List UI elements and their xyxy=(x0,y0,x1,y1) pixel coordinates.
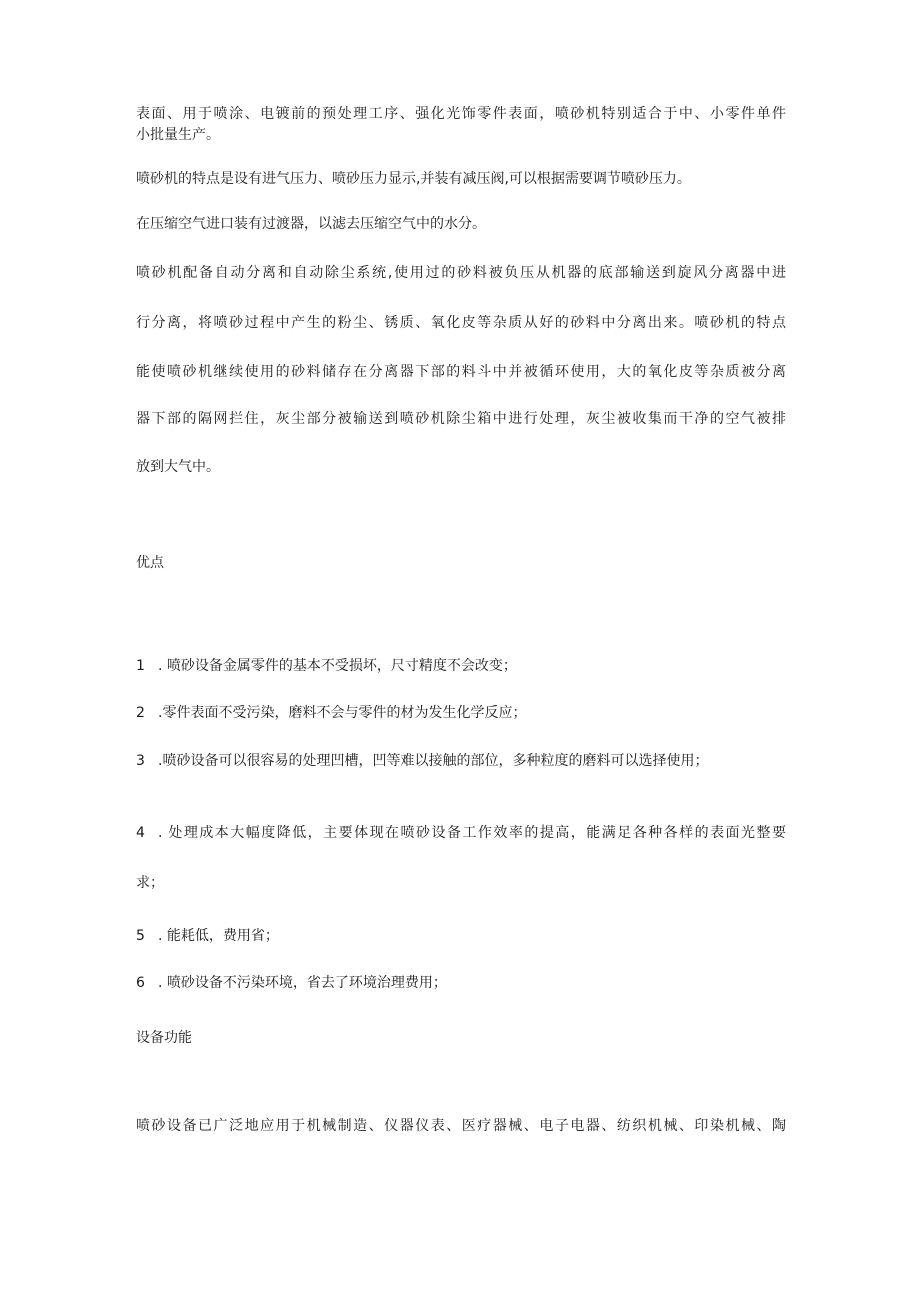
advantage-number: 1 xyxy=(136,658,145,674)
advantage-text: . 处理成本大幅度降低，主要体现在喷砂设备工作效率的提高，能满足各种各样的表面光整要 xyxy=(158,825,786,841)
advantages-heading: 优点 xyxy=(136,555,164,571)
advantage-number: 6 xyxy=(136,975,145,991)
advantage-text: . 喷砂设备不污染环境，省去了环境治理费用； xyxy=(158,975,447,991)
function-paragraph: 喷砂设备已广泛地应用于机械制造、仪器仪表、医疗器械、电子电器、纺织机械、印染机械、陶 xyxy=(136,1118,786,1134)
advantage-text: .零件表面不受污染，磨料不会与零件的材为发生化学反应； xyxy=(158,705,527,721)
advantage-item-1 xyxy=(136,655,786,677)
intro-line-1: 表面、用于喷涂、电镀前的预处理工序、强化光饰零件表面，喷砂机特别适合于中、小零件单件 xyxy=(136,106,786,122)
advantage-item-4-continuation: 求； xyxy=(136,875,164,891)
advantage-text: . 能耗低，费用省； xyxy=(158,928,279,944)
separation-line-2: 行分离，将喷砂过程中产生的粉尘、锈质、氧化皮等杂质从好的砂料中分离出来。喷砂机的特点 xyxy=(136,315,786,331)
advantage-item-2 xyxy=(136,702,786,724)
advantage-item-5 xyxy=(136,925,786,947)
advantage-number: 2 xyxy=(136,705,145,721)
advantage-text: .喷砂设备可以很容易的处理凹槽，凹等难以接触的部位，多种粒度的磨料可以选择使用； xyxy=(158,753,709,769)
features-paragraph: 喷砂机的特点是设有进气压力、喷砂压力显示,并装有减压阀,可以根据需要调节喷砂压力。 xyxy=(136,171,691,187)
advantage-number: 4 xyxy=(136,825,145,841)
advantage-item-4 xyxy=(136,822,786,844)
advantage-item-6 xyxy=(136,972,786,994)
filter-paragraph: 在压缩空气进口装有过渡器，以滤去压缩空气中的水分。 xyxy=(136,216,486,232)
advantage-number: 5 xyxy=(136,928,145,944)
separation-line-4: 器下部的隔网拦住，灰尘部分被输送到喷砂机除尘箱中进行处理，灰尘被收集而干净的空气被排 xyxy=(136,411,786,427)
function-heading: 设备功能 xyxy=(136,1030,192,1046)
advantage-number: 3 xyxy=(136,753,145,769)
separation-line-1: 喷砂机配备自动分离和自动除尘系统,使用过的砂料被负压从机器的底部输送到旋风分离器中进 xyxy=(136,265,786,281)
separation-line-3: 能使喷砂机继续使用的砂料储存在分离器下部的料斗中并被循环使用，大的氧化皮等杂质被分离 xyxy=(136,364,786,380)
advantage-text: . 喷砂设备金属零件的基本不受损坏，尺寸精度不会改变； xyxy=(158,658,517,674)
separation-line-5: 放到大气中。 xyxy=(136,459,220,475)
intro-line-2: 小批量生产。 xyxy=(136,127,220,143)
advantage-item-3 xyxy=(136,750,786,772)
